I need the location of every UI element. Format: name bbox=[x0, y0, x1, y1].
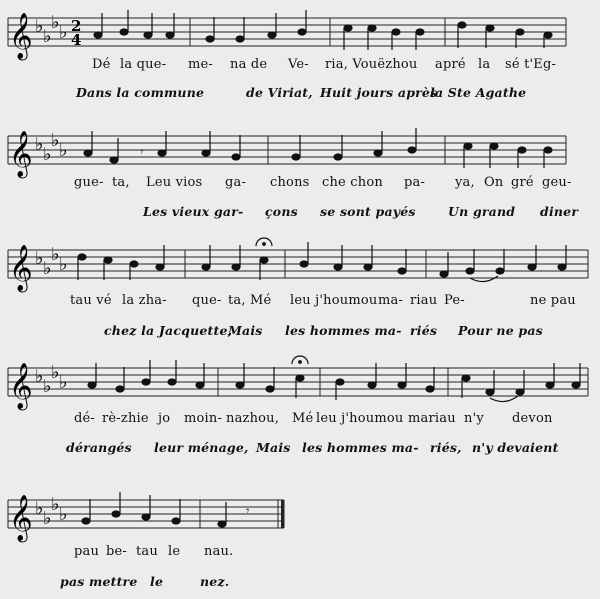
syllable: geu- bbox=[542, 175, 572, 190]
svg-text:♭: ♭ bbox=[59, 140, 68, 161]
syllable: Pe- bbox=[444, 293, 465, 308]
translation-segment: chez la Jacquette, bbox=[104, 323, 233, 338]
time-signature bbox=[71, 17, 81, 49]
syllable: rè-zhie bbox=[102, 411, 149, 426]
svg-text:♭: ♭ bbox=[43, 26, 52, 47]
syllable: la que- bbox=[120, 57, 167, 72]
notes-system-3 bbox=[78, 238, 566, 282]
translation-segment: çons bbox=[265, 204, 298, 219]
syllable: la bbox=[478, 57, 491, 72]
svg-text:𝄾: 𝄾 bbox=[246, 504, 250, 519]
syllable: riau bbox=[410, 293, 438, 308]
svg-text:♭: ♭ bbox=[51, 130, 60, 151]
translation-segment: Un grand bbox=[448, 204, 516, 219]
syllable: ria, Vouëzhou bbox=[325, 57, 418, 72]
translation-segment: se sont payés bbox=[320, 204, 416, 219]
svg-text:♭: ♭ bbox=[51, 362, 60, 383]
syllable: pa- bbox=[404, 175, 426, 190]
translation-segment: Huit jours après bbox=[320, 85, 438, 100]
key-signature-flats bbox=[35, 362, 68, 397]
syllable: apré bbox=[435, 57, 466, 72]
svg-text:♭: ♭ bbox=[51, 244, 60, 265]
syllable: ma- bbox=[378, 293, 404, 308]
svg-text:♭: ♭ bbox=[59, 254, 68, 275]
translation-segment: riés, bbox=[430, 440, 462, 455]
staff-system-4 bbox=[0, 358, 600, 418]
syllable: me- bbox=[188, 57, 214, 72]
syllable: na de bbox=[230, 57, 268, 72]
syllable: leu j'houmou bbox=[316, 411, 404, 426]
syllable: pau bbox=[74, 544, 100, 559]
notes-system-4 bbox=[88, 356, 580, 402]
translation-segment: Pour ne pas bbox=[458, 323, 543, 338]
final-barline bbox=[281, 500, 285, 528]
treble-clef-icon: 𝄞 bbox=[9, 13, 33, 59]
key-signature-flats bbox=[35, 244, 68, 279]
translation-segment: la Ste Agathe bbox=[430, 85, 527, 100]
syllable: nau. bbox=[204, 544, 234, 559]
syllable: be- bbox=[106, 544, 128, 559]
syllable: tau bbox=[136, 544, 158, 559]
syllable: dé- bbox=[74, 411, 96, 426]
translation-segment: pas mettre bbox=[60, 574, 138, 589]
syllable: ya, bbox=[455, 175, 475, 190]
syllable: Mé bbox=[292, 411, 314, 426]
syllable: ne pau bbox=[530, 293, 576, 308]
svg-text:♭: ♭ bbox=[43, 258, 52, 279]
svg-text:♭: ♭ bbox=[35, 366, 44, 387]
syllable: chons bbox=[270, 175, 310, 190]
svg-text:♭: ♭ bbox=[59, 372, 68, 393]
syllable: che chon bbox=[322, 175, 383, 190]
translation-segment: nez. bbox=[200, 574, 230, 589]
translation-segment: riés bbox=[410, 323, 438, 338]
syllable: ga- bbox=[225, 175, 247, 190]
syllable: moin- bbox=[184, 411, 223, 426]
notes-system-1 bbox=[94, 10, 552, 50]
syllable: On bbox=[484, 175, 504, 190]
translation-segment: leur ménage, bbox=[154, 440, 249, 455]
treble-clef-icon: 𝄞 bbox=[9, 131, 33, 177]
svg-text:♭: ♭ bbox=[59, 504, 68, 525]
translation-segment: Les vieux gar- bbox=[143, 204, 244, 219]
translation-segment: les hommes ma- bbox=[302, 440, 419, 455]
translation-segment: Mais bbox=[256, 440, 291, 455]
syllable: n'y bbox=[464, 411, 484, 426]
treble-clef-icon: 𝄞 bbox=[9, 495, 33, 541]
syllable: mariau bbox=[408, 411, 456, 426]
notes-system-2 bbox=[84, 128, 552, 168]
svg-text:♭: ♭ bbox=[35, 134, 44, 155]
key-signature-flats bbox=[35, 130, 68, 165]
svg-text:♭: ♭ bbox=[35, 248, 44, 269]
syllable: gue- bbox=[74, 175, 104, 190]
svg-text:♭: ♭ bbox=[43, 508, 52, 529]
svg-text:♭: ♭ bbox=[59, 22, 68, 43]
key-signature-flats bbox=[35, 12, 68, 47]
syllable: leu j'houmou bbox=[290, 293, 378, 308]
syllable: que- bbox=[192, 293, 222, 308]
translation-segment: Dans la commune bbox=[76, 85, 205, 100]
svg-text:𝄾: 𝄾 bbox=[140, 145, 144, 160]
syllable: ta, Mé bbox=[228, 293, 272, 308]
translation-segment: diner bbox=[540, 204, 579, 219]
staff-system-3 bbox=[0, 240, 600, 300]
svg-text:♭: ♭ bbox=[35, 16, 44, 37]
svg-text:♭: ♭ bbox=[43, 144, 52, 165]
syllable: tau vé bbox=[70, 293, 112, 308]
syllable: Ve- bbox=[288, 57, 309, 72]
translation-segment: dérangés bbox=[66, 440, 132, 455]
notes-system-5 bbox=[82, 492, 250, 527]
syllable: sé t'Eg- bbox=[505, 57, 557, 72]
syllable: nazhou, bbox=[226, 411, 280, 426]
translation-segment: n'y devaient bbox=[472, 440, 559, 455]
syllable: jo bbox=[158, 411, 171, 426]
translation-segment: de Viriat, bbox=[246, 85, 313, 100]
syllable: Leu vios bbox=[146, 175, 203, 190]
syllable: gré bbox=[511, 175, 534, 190]
svg-text:♭: ♭ bbox=[51, 12, 60, 33]
svg-text:♭: ♭ bbox=[43, 376, 52, 397]
syllable: Dé bbox=[92, 57, 111, 72]
translation-segment: le bbox=[150, 574, 164, 589]
svg-text:♭: ♭ bbox=[51, 494, 60, 515]
svg-text:4: 4 bbox=[71, 31, 82, 49]
syllable: le bbox=[168, 544, 181, 559]
key-signature-flats bbox=[35, 494, 68, 529]
treble-clef-icon: 𝄞 bbox=[9, 245, 33, 291]
syllable: ta, bbox=[112, 175, 130, 190]
svg-text:♭: ♭ bbox=[35, 498, 44, 519]
syllable: devon bbox=[512, 411, 553, 426]
translation-segment: les hommes ma- bbox=[285, 323, 402, 338]
staff-system-5 bbox=[0, 490, 600, 550]
translation-segment: Mais bbox=[228, 323, 263, 338]
treble-clef-icon: 𝄞 bbox=[9, 363, 33, 409]
syllable: la zha- bbox=[122, 293, 167, 308]
svg-text:2: 2 bbox=[71, 17, 82, 35]
